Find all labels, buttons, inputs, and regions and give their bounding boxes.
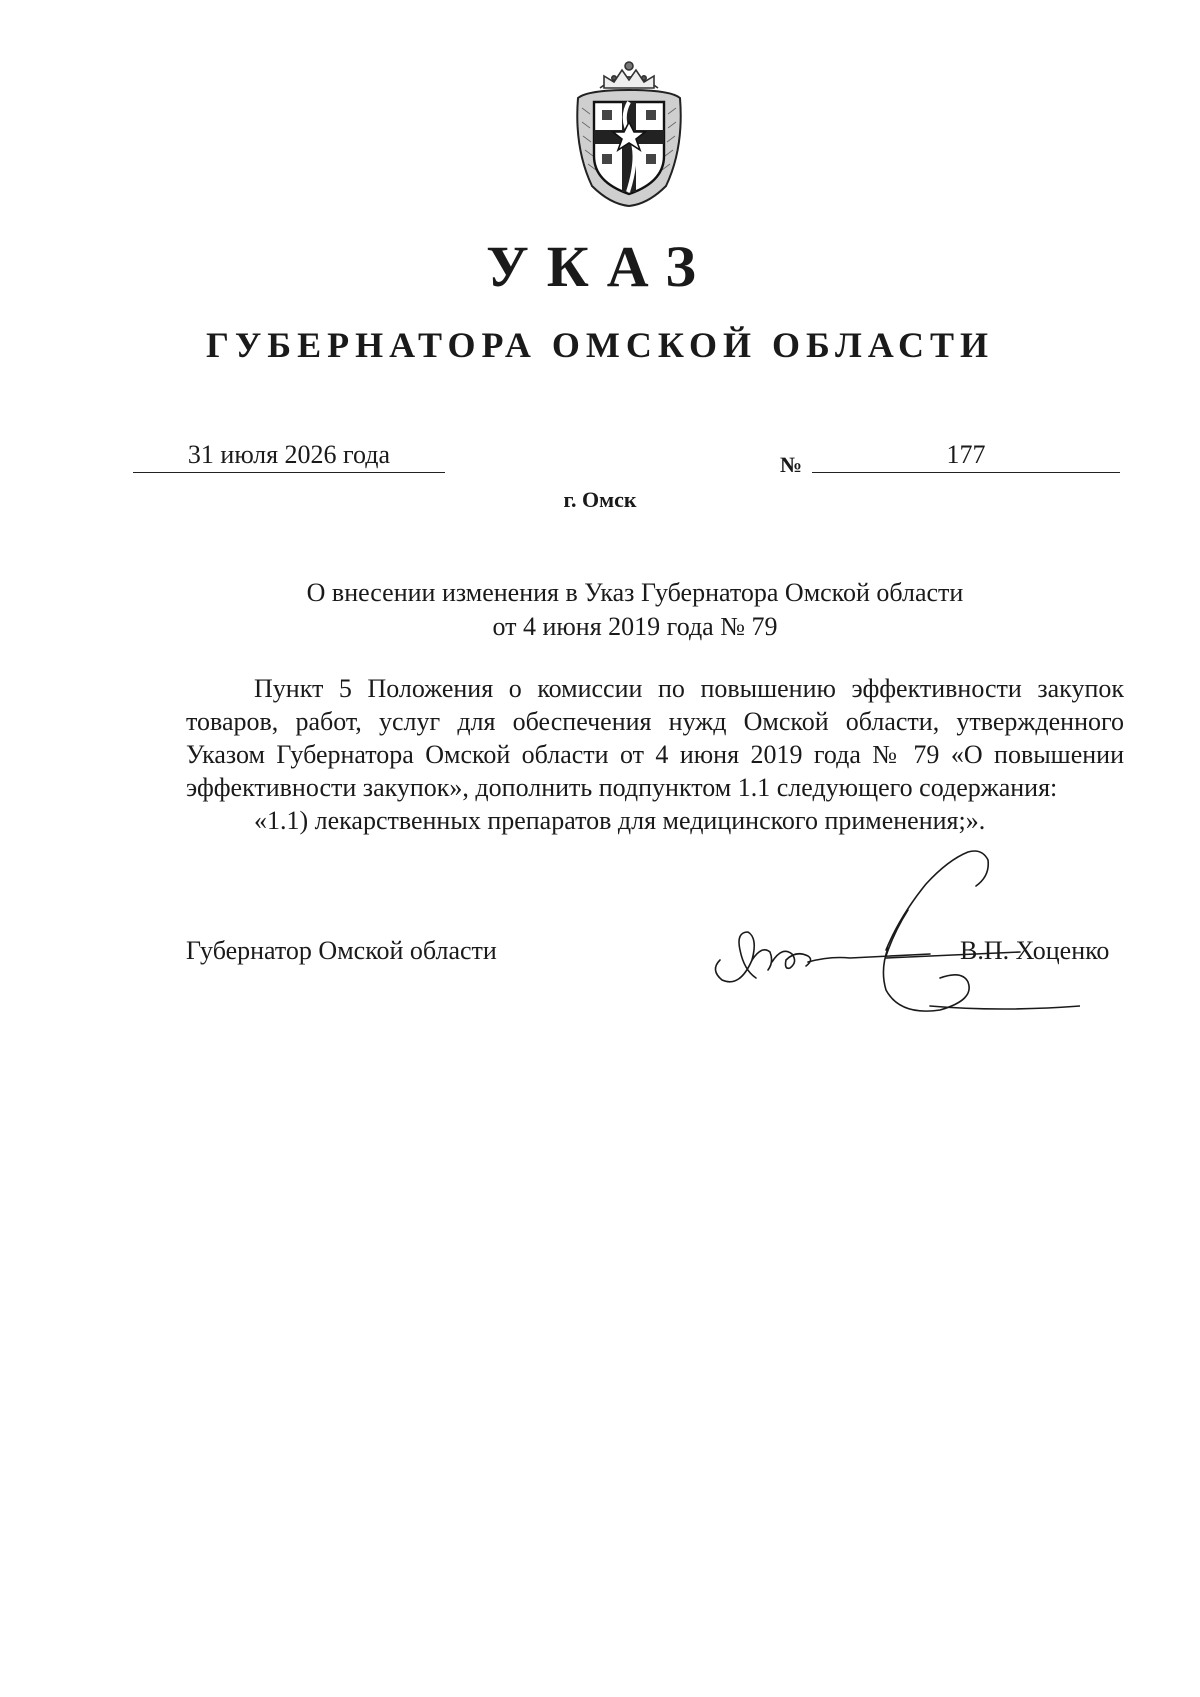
number-label: № <box>780 452 803 477</box>
handwritten-signature-icon <box>700 820 1080 1020</box>
signer-position: Губернатор Омской области <box>186 936 497 965</box>
document-body <box>186 672 1124 837</box>
document-heading <box>200 576 1070 644</box>
document-subtitle: ГУБЕРНАТОРА ОМСКОЙ ОБЛАСТИ <box>205 325 995 365</box>
document-date: 31 июля 2026 года <box>133 438 445 473</box>
body-paragraph-2: «1.1) лекарственных препаратов для медицинского применения;». <box>254 806 986 835</box>
heading-line-1: О внесении изменения в Указ Губернатора Омской области <box>306 578 964 607</box>
signer-name: В.П. Хоценко <box>960 936 1110 965</box>
document-city: г. Омск <box>563 487 637 512</box>
omsk-oblast-coat-of-arms-icon <box>570 58 688 208</box>
body-paragraph-1: Пункт 5 Положения о комиссии по повышению эффективности закупок товаров, работ, услуг для обеспечения нужд Омской области, утвержденного Указом Губернатора Омской области от 4 июня 2019 года № 79 «О повышении эффективности закупок», дополнить подпунктом 1.1 следующего содержания: <box>186 674 1124 802</box>
document-title: УКАЗ <box>486 234 714 299</box>
heading-line-2: от 4 июня 2019 года № 79 <box>492 612 778 641</box>
document-number: 177 <box>812 438 1120 473</box>
